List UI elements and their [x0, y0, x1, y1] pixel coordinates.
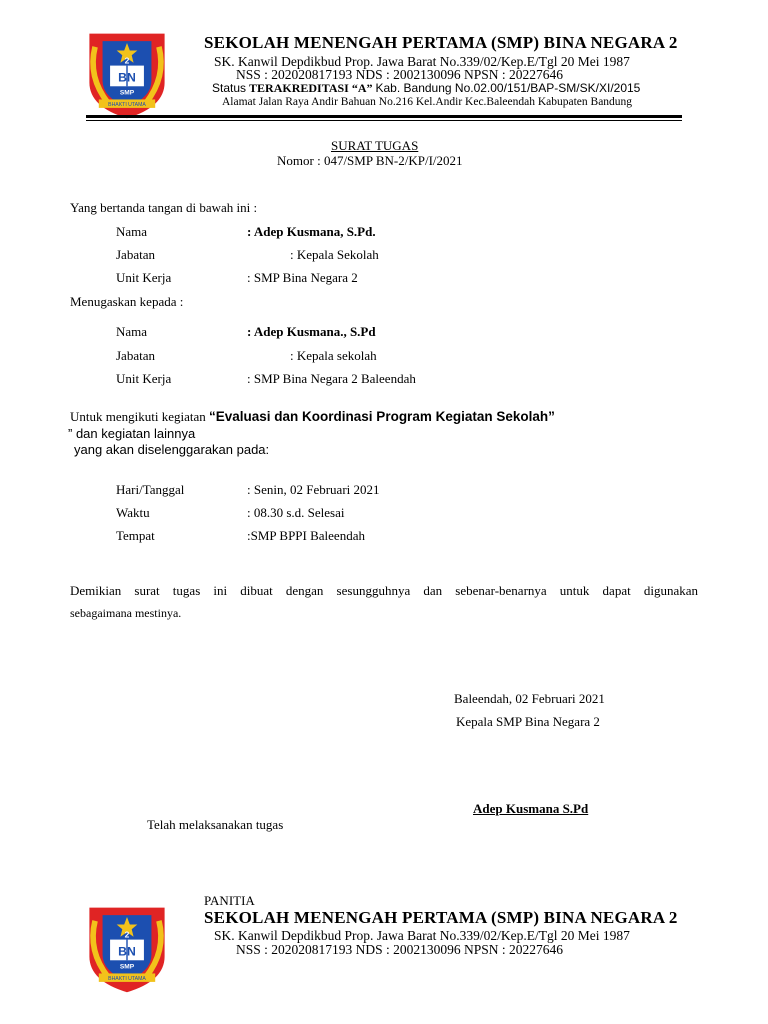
- school-logo: [80, 28, 174, 122]
- schedule-waktu-label: Waktu: [116, 505, 150, 520]
- intro-text: Yang bertanda tangan di bawah ini :: [70, 200, 258, 215]
- header-status-bold: TERAKREDITASI “A”: [249, 81, 373, 95]
- closing-line2: sebagaimana mestinya.: [70, 606, 182, 620]
- schedule-hari-label: Hari/Tanggal: [116, 482, 185, 497]
- purpose-line3: yang akan diselenggarakan pada:: [74, 442, 270, 457]
- footer-school-logo: [80, 902, 174, 996]
- header-status: [212, 81, 640, 96]
- schedule-waktu-value: : 08.30 s.d. Selesai: [247, 505, 345, 520]
- header-divider: [86, 115, 682, 118]
- purpose-prefix: Untuk mengikuti kegiatan: [70, 409, 206, 424]
- purpose-line2: ” dan kegiatan lainnya: [68, 426, 196, 441]
- schedule-tempat-label: Tempat: [116, 528, 155, 543]
- footer-sk: SK. Kanwil Depdikbud Prop. Jawa Barat No.339/02/Kep.E/Tgl 20 Mei 1987: [214, 928, 630, 943]
- assignee-unit-label: Unit Kerja: [116, 371, 172, 386]
- assign-intro: Menugaskan kepada :: [70, 294, 184, 309]
- signer-jabatan-label: Jabatan: [116, 247, 155, 262]
- header-address: Alamat Jalan Raya Andir Bahuan No.216 Kel.Andir Kec.Baleendah Kabupaten Bandung: [222, 96, 633, 108]
- executed-note: Telah melaksanakan tugas: [147, 817, 284, 832]
- assignee-unit-value: : SMP Bina Negara 2 Baleendah: [247, 371, 416, 386]
- schedule-tempat-value: :SMP BPPI Baleendah: [247, 528, 365, 543]
- footer-logo-caption: SMP: [119, 963, 135, 971]
- signer-name: Adep Kusmana S.Pd: [473, 801, 589, 816]
- signer-unit-value: : SMP Bina Negara 2: [247, 270, 358, 285]
- closing-line1: Demikian surat tugas ini dibuat dengan sesungguhnya dan sebenar-benarnya untuk dapat digunakan: [70, 583, 698, 598]
- assignee-jabatan-label: Jabatan: [116, 348, 155, 363]
- header-sk: SK. Kanwil Depdikbud Prop. Jawa Barat No.339/02/Kep.E/Tgl 20 Mei 1987: [214, 54, 630, 69]
- footer-nss: NSS : 202020817193 NDS : 2002130096 NPSN : 20227646: [236, 942, 564, 957]
- signer-jabatan-value: : Kepala Sekolah: [290, 247, 379, 262]
- logo-number: 2: [124, 55, 130, 66]
- signer-unit-label: Unit Kerja: [116, 270, 172, 285]
- logo-letters: BN: [118, 70, 136, 85]
- purpose-event: “Evaluasi dan Koordinasi Program Kegiatan Sekolah”: [209, 409, 555, 424]
- assignee-jabatan-value: : Kepala sekolah: [290, 348, 377, 363]
- assignee-nama-label: Nama: [116, 324, 148, 339]
- letter-title: SURAT TUGAS: [331, 138, 419, 153]
- header-school-name: SEKOLAH MENENGAH PERTAMA (SMP) BINA NEGARA 2: [204, 33, 678, 52]
- header-divider-thin: [86, 120, 682, 121]
- footer-school-name: SEKOLAH MENENGAH PERTAMA (SMP) BINA NEGARA 2: [204, 908, 678, 927]
- signer-nama-value: : Adep Kusmana, S.Pd.: [247, 224, 376, 239]
- place-date: Baleendah, 02 Februari 2021: [454, 691, 605, 706]
- logo-ribbon: BHAKTI UTAMA: [108, 102, 146, 109]
- signer-title: Kepala SMP Bina Negara 2: [456, 714, 600, 729]
- footer-logo-number: 2: [124, 929, 130, 940]
- letter-number: Nomor : 047/SMP BN-2/KP/I/2021: [277, 153, 463, 168]
- schedule-hari-value: : Senin, 02 Februari 2021: [247, 482, 380, 497]
- logo-caption: SMP: [119, 89, 135, 97]
- header-nss: NSS : 202020817193 NDS : 2002130096 NPSN : 20227646: [236, 67, 564, 82]
- header-status-rest: Kab. Bandung No.02.00/151/BAP-SM/SK/XI/2015: [375, 81, 641, 95]
- footer-panitia: PANITIA: [204, 893, 255, 908]
- purpose-line: [70, 409, 555, 425]
- signer-nama-label: Nama: [116, 224, 148, 239]
- header-status-prefix: Status: [212, 81, 247, 95]
- footer-logo-letters: BN: [118, 944, 136, 959]
- footer-logo-ribbon: BHAKTI UTAMA: [108, 976, 146, 983]
- assignee-nama-value: : Adep Kusmana., S.Pd: [247, 324, 376, 339]
